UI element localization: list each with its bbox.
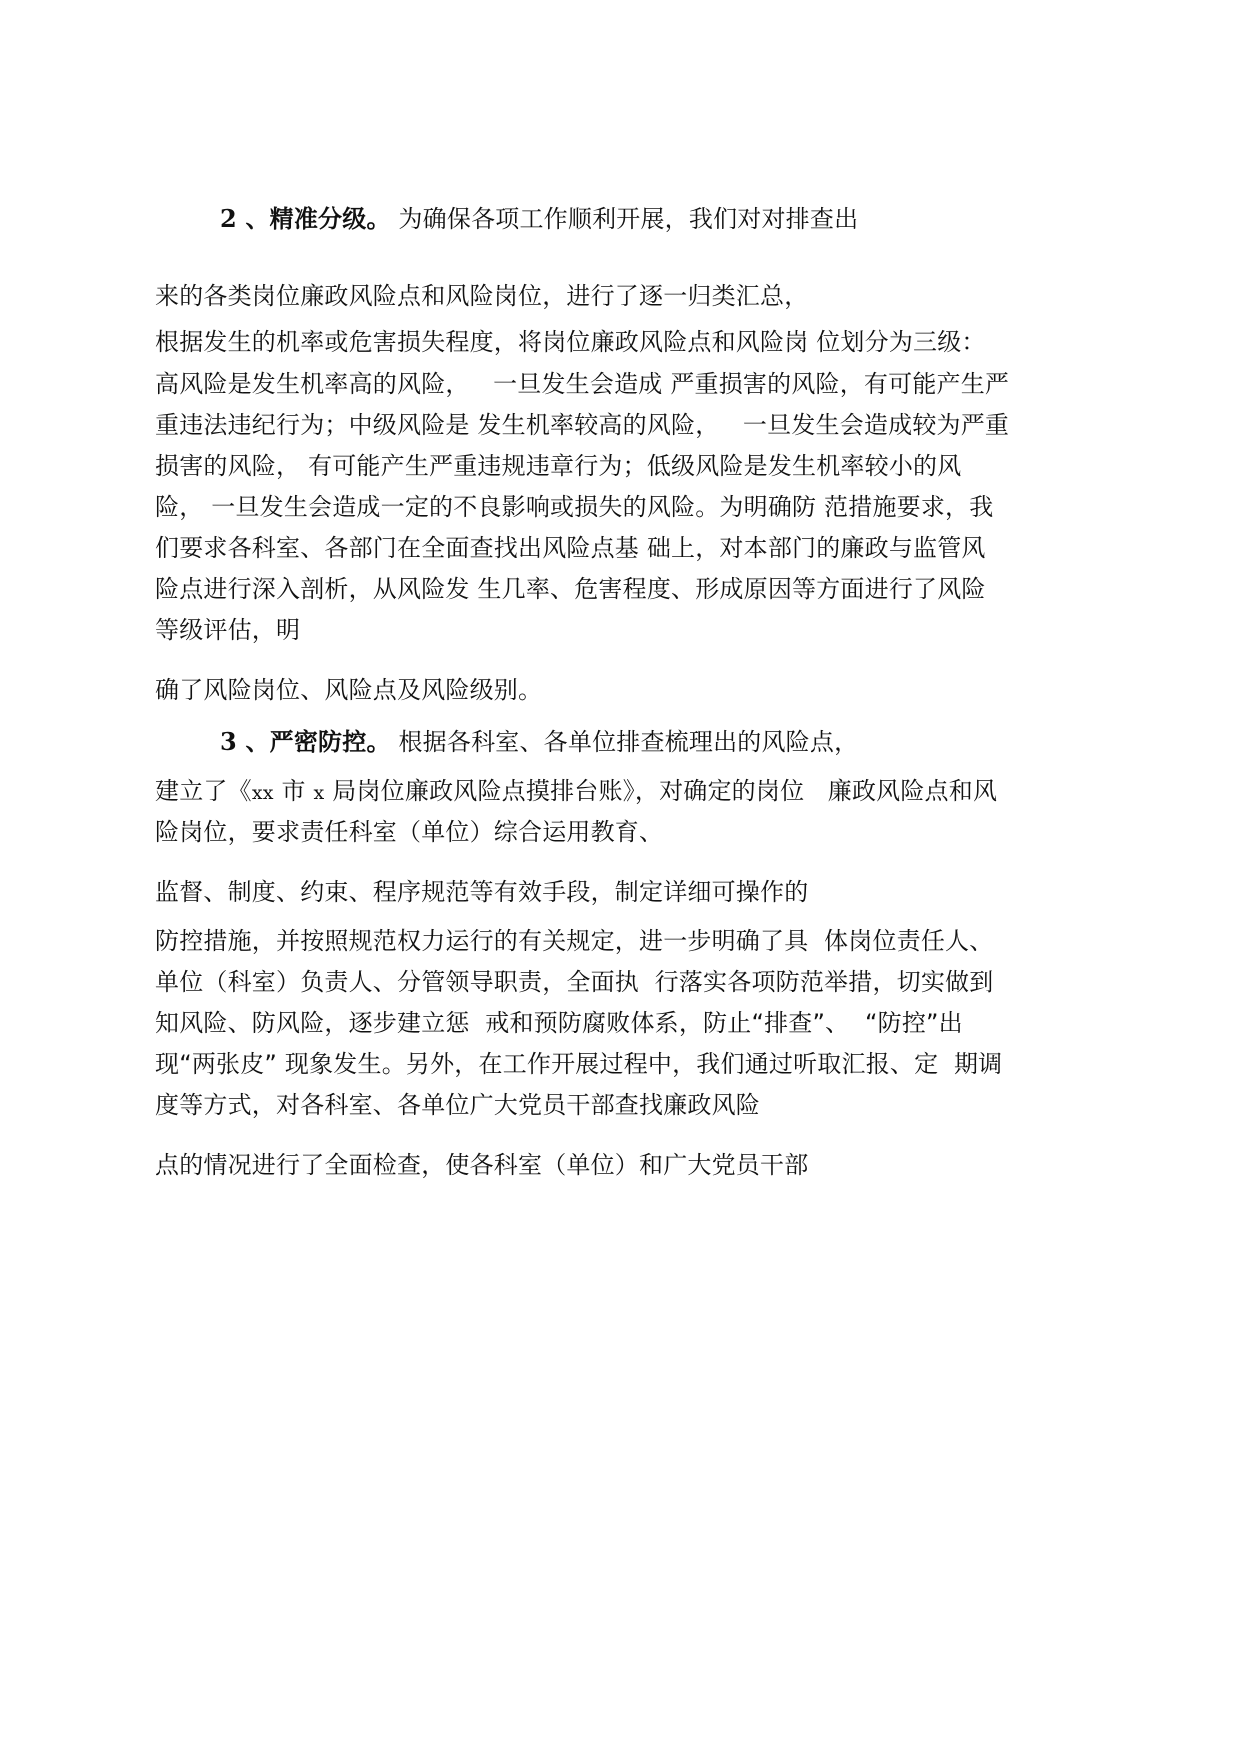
paragraph-line: 险点进行深入剖析，从风险发 生几率、危害程度、形成原因等方面进行了风险 <box>155 575 986 603</box>
section-2-number: 2 、 <box>220 204 270 233</box>
paragraph-line: 点的情况进行了全面检查，使各科室（单位）和广大党员干部 <box>155 1151 809 1179</box>
paragraph-line: 度等方式，对各科室、各单位广大党员干部查找廉政风险 <box>155 1091 760 1119</box>
paragraph-line: 高风险是发生机率高的风险， 一旦发生会造成 严重损害的风险，有可能产生严 <box>155 370 1010 398</box>
section-3-number: 3 、 <box>220 727 270 756</box>
ledger-mid: 市 <box>273 777 314 805</box>
section-3-lead: 根据各科室、各单位排查梳理出的风险点， <box>390 728 859 756</box>
paragraph-line: 们要求各科室、各部门在全面查找出风险点基 础上，对本部门的廉政与监管风 <box>155 534 986 562</box>
paragraph-line: 重违法违纪行为；中级风险是 发生机率较高的风险， 一旦发生会造成较为严重 <box>155 411 1010 439</box>
paragraph-line: 险， 一旦发生会造成一定的不良影响或损失的风险。为明确防 范措施要求，我 <box>155 493 994 521</box>
section-2-heading: 精准分级。 <box>269 205 391 233</box>
ledger-before: 建立了《 <box>155 777 252 805</box>
paragraph-line: 确了风险岗位、风险点及风险级别。 <box>155 676 543 704</box>
paragraph-line: 监督、制度、约束、程序规范等有效手段，制定详细可操作的 <box>155 878 809 906</box>
paragraph-line: 现“两张皮” 现象发生。另外，在工作开展过程中，我们通过听取汇报、定 期调 <box>155 1050 1003 1078</box>
ledger-bureau: x <box>313 782 325 804</box>
ledger-line <box>155 776 997 808</box>
section-3-heading-line <box>220 727 858 757</box>
section-3-heading: 严密防控。 <box>269 728 391 756</box>
paragraph-line: 知风险、防风险，逐步建立惩 戒和预防腐败体系，防止“排查”、 “防控”出 <box>155 1009 963 1037</box>
ledger-after: 局岗位廉政风险点摸排台账》，对确定的岗位 廉政风险点和风 <box>324 777 998 805</box>
ledger-city: xx <box>251 782 274 804</box>
section-2-heading-line <box>220 204 858 234</box>
paragraph-line: 损害的风险， 有可能产生严重违规违章行为；低级风险是发生机率较小的风 <box>155 452 962 480</box>
paragraph-line: 根据发生的机率或危害损失程度，将岗位廉政风险点和风险岗 位划分为三级： <box>155 328 986 356</box>
paragraph-line: 险岗位，要求责任科室（单位）综合运用教育、 <box>155 818 664 846</box>
paragraph-line: 等级评估，明 <box>155 616 301 644</box>
paragraph-line: 来的各类岗位廉政风险点和风险岗位，进行了逐一归类汇总， <box>155 282 809 310</box>
paragraph-line: 防控措施，并按照规范权力运行的有关规定，进一步明确了具 体岗位责任人、 <box>155 927 994 955</box>
section-2-lead: 为确保各项工作顺利开展，我们对对排查出 <box>390 205 859 233</box>
paragraph-line: 单位（科室）负责人、分管领导职责，全面执 行落实各项防范举措，切实做到 <box>155 968 994 996</box>
